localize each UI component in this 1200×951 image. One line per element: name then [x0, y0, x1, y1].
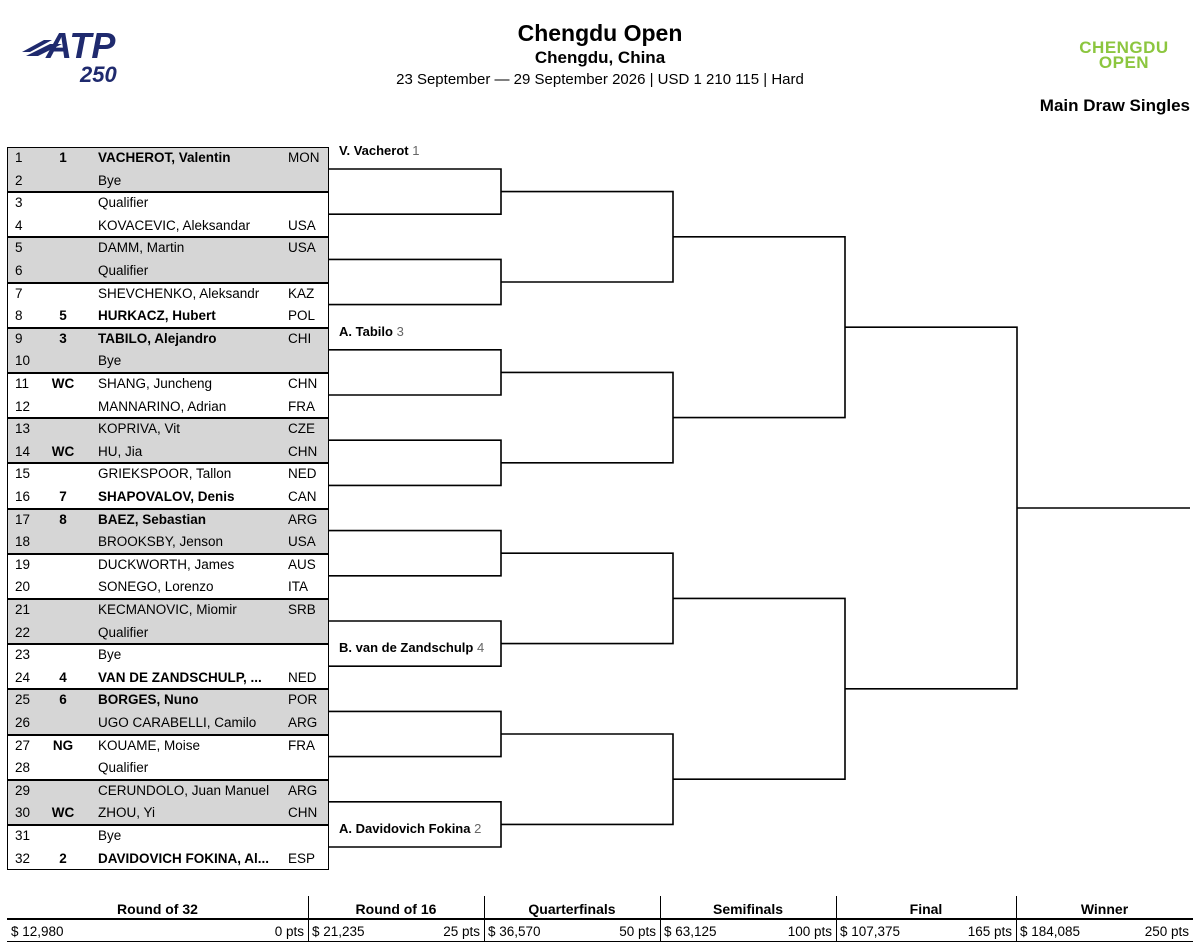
prize-column-divider [660, 896, 661, 942]
country-code: POR [288, 692, 318, 708]
player-name: Qualifier [98, 195, 149, 211]
winner-seed: 2 [474, 821, 482, 836]
player-name: BORGES, Nuno [98, 692, 199, 708]
sf-bracket [673, 598, 845, 779]
draw-number: 2 [15, 172, 23, 188]
draw-row [7, 237, 329, 260]
draw-row [7, 441, 329, 464]
seed-label: NG [52, 737, 74, 753]
draw-row [7, 170, 329, 193]
draw-table [7, 147, 329, 870]
draw-row [7, 350, 329, 373]
winner-name: A. Tabilo [339, 323, 393, 339]
draw-number: 5 [15, 240, 23, 256]
ranking-points: 100 pts [787, 924, 832, 939]
draw-number: 14 [15, 443, 31, 459]
draw-number: 22 [15, 624, 31, 640]
round-label: Quarterfinals [528, 901, 616, 917]
country-code: CHI [288, 330, 312, 346]
draw-row [7, 735, 329, 758]
round2-winner [339, 821, 481, 836]
draw-row [7, 486, 329, 509]
draw-row [7, 599, 329, 622]
draw-number: 23 [15, 647, 31, 663]
draw-row [7, 802, 329, 825]
seed-label: 2 [59, 850, 67, 866]
player-name: SHANG, Juncheng [98, 376, 213, 391]
player-name: SHEVCHENKO, Aleksandr [98, 285, 260, 301]
draw-number: 16 [15, 489, 31, 504]
draw-row [7, 667, 329, 690]
draw-number: 25 [15, 692, 31, 708]
draw-row [7, 283, 329, 306]
draw-row [7, 531, 329, 554]
seed-label: WC [51, 443, 75, 459]
draw-number: 13 [15, 421, 31, 437]
country-code: AUS [288, 556, 316, 572]
country-code: ARG [288, 715, 318, 730]
draw-number: 28 [15, 760, 31, 776]
player-name: GRIEKSPOOR, Tallon [98, 466, 232, 482]
seed-label: 5 [59, 308, 67, 324]
chengdu-open-logo [1066, 40, 1182, 70]
round2-winner [339, 640, 484, 655]
player-name: DAVIDOVICH FOKINA, Al... [98, 850, 270, 866]
round2-winner [339, 143, 419, 158]
ranking-points: 250 pts [1144, 924, 1189, 939]
player-name: HU, Jia [98, 443, 143, 459]
seed-label: 1 [59, 150, 67, 165]
draw-row [7, 328, 329, 351]
r16-bracket [329, 259, 501, 304]
draw-row [7, 147, 329, 170]
player-name: Qualifier [98, 624, 149, 640]
seed-label: 4 [59, 669, 67, 685]
player-name: Bye [98, 172, 122, 188]
ranking-points: 0 pts [274, 924, 304, 939]
draw-number: 17 [15, 511, 31, 527]
tournament-title: Chengdu Open [517, 20, 683, 46]
draw-number: 8 [15, 308, 23, 324]
qf-bracket [501, 553, 673, 643]
draw-number: 4 [15, 217, 23, 233]
round-label: Round of 32 [117, 901, 198, 917]
draw-number: 10 [15, 353, 31, 369]
chengdu-logo-line2: OPEN [1098, 53, 1150, 72]
draw-number: 20 [15, 579, 31, 595]
draw-row [7, 712, 329, 735]
prize-money: $ 36,570 [488, 924, 541, 939]
draw-row [7, 396, 329, 419]
draw-row [7, 554, 329, 577]
prize-money: $ 12,980 [11, 924, 64, 939]
winner-name: A. Davidovich Fokina [339, 821, 471, 836]
draw-row [7, 418, 329, 441]
draw-type-title: Main Draw Singles [1039, 96, 1190, 115]
prize-money: $ 107,375 [840, 924, 901, 939]
tournament-city: Chengdu, China [534, 48, 666, 67]
country-code: CZE [288, 421, 315, 437]
country-code: USA [288, 534, 316, 550]
draw-row [7, 260, 329, 283]
r16-bracket [329, 440, 501, 485]
prize-money: $ 21,235 [312, 924, 365, 939]
country-code: NED [288, 466, 317, 482]
winner-seed: 1 [412, 143, 420, 158]
player-name: BAEZ, Sebastian [98, 511, 207, 527]
draw-row [7, 644, 329, 667]
player-name: BROOKSBY, Jenson [98, 534, 224, 550]
country-code: USA [288, 217, 316, 233]
winner-name: V. Vacherot [339, 143, 409, 158]
r16-bracket [329, 711, 501, 756]
country-code: CHN [288, 443, 318, 459]
country-code: ARG [288, 782, 318, 798]
country-code: ITA [288, 579, 308, 595]
player-name: TABILO, Alejandro [98, 330, 217, 346]
draw-number: 15 [15, 466, 31, 482]
draw-row [7, 576, 329, 599]
qf-bracket [501, 734, 673, 824]
seed-label: 7 [59, 489, 67, 504]
country-code: POL [288, 308, 316, 324]
player-name: SONEGO, Lorenzo [98, 579, 214, 595]
draw-number: 29 [15, 782, 31, 798]
player-name: Qualifier [98, 760, 149, 776]
draw-number: 6 [15, 263, 23, 278]
draw-row [7, 305, 329, 328]
country-code: CHN [288, 805, 318, 821]
ranking-points: 165 pts [967, 924, 1012, 939]
round-label: Winner [1080, 901, 1129, 917]
draw-row [7, 848, 329, 871]
ranking-points: 25 pts [443, 924, 480, 939]
country-code: KAZ [288, 285, 315, 301]
qf-bracket [501, 372, 673, 462]
country-code: CHN [288, 376, 318, 391]
draw-row [7, 780, 329, 803]
player-name: CERUNDOLO, Juan Manuel [98, 782, 270, 798]
draw-number: 9 [15, 330, 23, 346]
atp-logo-text: ATP [46, 25, 116, 66]
sf-bracket [673, 237, 845, 418]
country-code: SRB [288, 602, 316, 617]
ranking-points: 50 pts [619, 924, 656, 939]
player-name: HURKACZ, Hubert [98, 308, 216, 324]
country-code: CAN [288, 489, 317, 504]
draw-number: 24 [15, 669, 31, 685]
draw-number: 26 [15, 715, 31, 730]
prize-column [484, 896, 660, 942]
draw-number: 1 [15, 150, 23, 165]
country-code: FRA [288, 398, 315, 414]
prize-column [1016, 896, 1193, 942]
prize-column [7, 896, 308, 942]
country-code: USA [288, 240, 316, 256]
r16-bracket [329, 350, 501, 395]
seed-label: WC [51, 805, 75, 821]
round-label: Final [909, 901, 943, 917]
draw-row [7, 192, 329, 215]
player-name: MANNARINO, Adrian [98, 398, 227, 414]
draw-number: 32 [15, 850, 31, 866]
round2-winner [339, 324, 404, 339]
draw-number: 12 [15, 398, 31, 414]
player-name: DUCKWORTH, James [98, 556, 235, 572]
prize-column-divider [836, 896, 837, 942]
round-label: Round of 16 [355, 901, 437, 917]
country-code: ESP [288, 850, 316, 866]
player-name: Bye [98, 353, 122, 369]
prize-money: $ 63,125 [664, 924, 717, 939]
draw-row [7, 757, 329, 780]
prize-column [836, 896, 1016, 942]
winner-seed: 4 [476, 640, 485, 656]
prize-column-divider [484, 896, 485, 942]
draw-number: 30 [15, 805, 31, 821]
prize-column-divider [1016, 896, 1017, 942]
draw-number: 11 [15, 376, 30, 391]
draw-row [7, 689, 329, 712]
prize-column [308, 896, 484, 942]
player-name: KOUAME, Moise [98, 737, 201, 753]
round-label: Semifinals [712, 901, 784, 917]
player-name: DAMM, Martin [98, 240, 185, 256]
prize-money-table [7, 896, 1193, 942]
chengdu-logo-line1: CHENGDU [1079, 38, 1169, 57]
seed-label: 6 [59, 692, 67, 708]
player-name: KECMANOVIC, Miomir [98, 602, 237, 617]
player-name: KOPRIVA, Vit [98, 421, 181, 437]
country-code: NED [288, 669, 317, 685]
winner-name: B. van de Zandschulp [339, 640, 474, 656]
draw-row [7, 463, 329, 486]
draw-number: 27 [15, 737, 31, 753]
player-name: SHAPOVALOV, Denis [98, 489, 235, 504]
draw-row [7, 373, 329, 396]
draw-number: 21 [15, 602, 31, 617]
draw-number: 31 [15, 828, 31, 843]
player-name: VAN DE ZANDSCHULP, ... [98, 669, 262, 685]
draw-number: 7 [15, 285, 23, 301]
player-name: UGO CARABELLI, Camilo [98, 715, 257, 730]
player-name: Bye [98, 647, 122, 663]
seed-label: 3 [59, 330, 67, 346]
draw-number: 18 [15, 534, 31, 550]
player-name: Qualifier [98, 263, 149, 278]
seed-label: WC [51, 376, 75, 391]
r16-bracket [329, 531, 501, 576]
draw-row [7, 509, 329, 532]
draw-row [7, 622, 329, 645]
prize-column [660, 896, 836, 942]
draw-row [7, 825, 329, 848]
final-bracket [845, 327, 1017, 689]
prize-money: $ 184,085 [1020, 924, 1081, 939]
player-name: ZHOU, Yi [98, 805, 156, 821]
atp-logo-number: 250 [80, 62, 117, 87]
draw-row [7, 215, 329, 238]
r16-bracket [329, 169, 501, 214]
seed-label: 8 [59, 511, 67, 527]
draw-number: 3 [15, 195, 23, 211]
player-name: Bye [98, 828, 122, 843]
country-code: ARG [288, 511, 318, 527]
prize-column-divider [308, 896, 309, 942]
player-name: VACHEROT, Valentin [98, 150, 231, 165]
country-code: FRA [288, 737, 315, 753]
draw-number: 19 [15, 556, 31, 572]
player-name: KOVACEVIC, Aleksandar [98, 217, 251, 233]
country-code: MON [288, 150, 320, 165]
tournament-info: 23 September — 29 September 2026 | USD 1 210 115 | Hard [396, 71, 804, 88]
winner-seed: 3 [396, 323, 404, 339]
qf-bracket [501, 192, 673, 282]
